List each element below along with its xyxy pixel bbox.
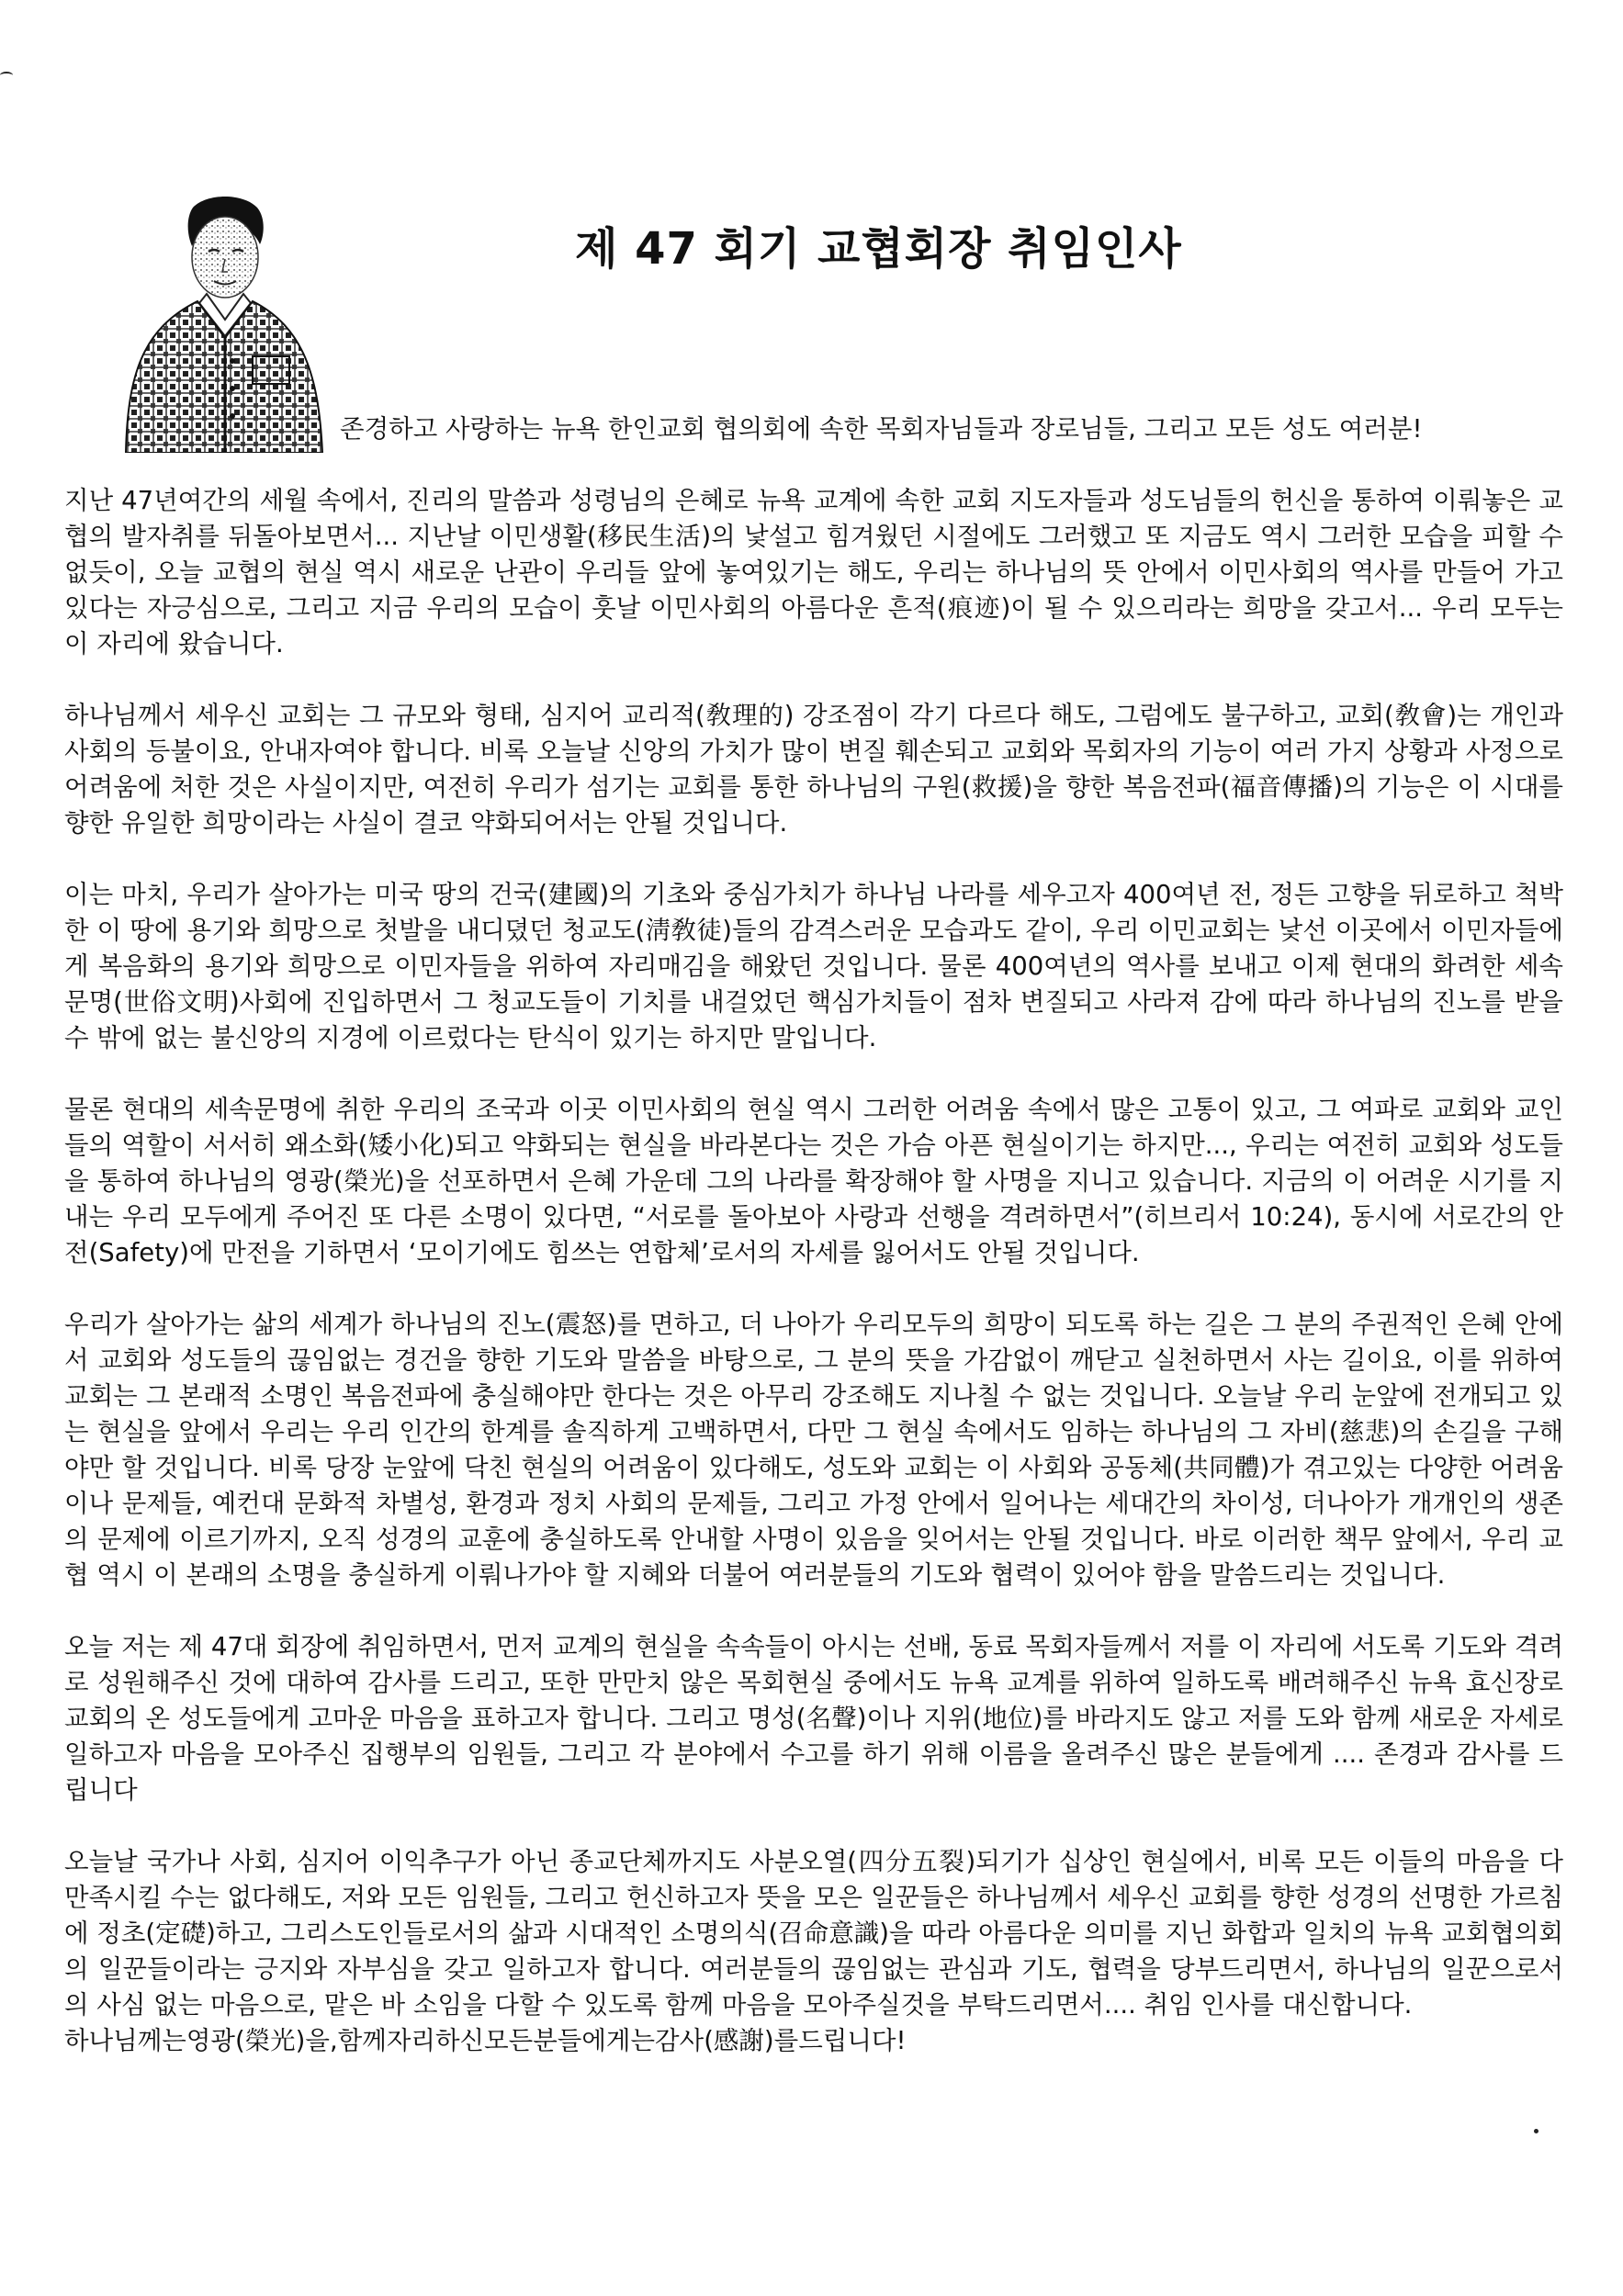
paragraph-7: 오늘날 국가나 사회, 심지어 이익추구가 아닌 종교단체까지도 사분오열(四分五裂)되기가 십상인 현실에서, 비록 모든 이들의 마음을 다 만족시킬 수는 없다해도, 저와 모든 임원들, 그리고 헌신하고자 뜻을 모은 일꾼들은 하나님께서 세우신 교회를 향한 성경의 선명한 가르침에 정초(定礎)하고, 그리스도인들로서의 삶과 시대적인 소명의식(召命意識)을 따라 아름다운 의미를 지닌 화합과 일치의 뉴욕 교회협의회의 일꾼들이라는 긍지와 자부심을 갖고 일하고자 합니다. 여러분들의 끊임없는 관심과 기도, 협력을 당부드리면서, 하나님의 일꾼으로서의 사심 없는 마음으로, 맡은 바 소임을 다할 수 있도록 함께 마음을 모아주실것을 부탁드리면서.... 취임 인사를 대신합니다. [64,1847,1563,2020]
letter-body [64,411,1563,2059]
paragraph-1: 지난 47년여간의 세월 속에서, 진리의 말씀과 성령님의 은혜로 뉴욕 교계에 속한 교회 지도자들과 성도님들의 헌신을 통하여 이뤄놓은 교협의 발자취를 뒤돌아보면서... 지난날 이민생활(移民生活)의 낯설고 힘겨웠던 시절에도 그러했고 또 지금도 역시 그러한 모습을 피할 수 없듯이, 오늘 교협의 현실 역시 새로운 난관이 우리들 앞에 놓여있기는 해도, 우리는 하나님의 뜻 안에서 이민사회의 역사를 만들어 가고 있다는 자긍심으로, 그리고 지금 우리의 모습이 훗날 이민사회의 아름다운 흔적(痕迹)이 될 수 있으리라는 희망을 갖고서... 우리 모두는 이 자리에 왔습니다. [64,486,1563,658]
greeting: 존경하고 사랑하는 뉴욕 한인교회 협의회에 속한 목회자님들과 장로님들, 그리고 모든 성도 여러분! [340,414,1423,444]
page-title: 제 47 회기 교협회장 취임인사 [575,223,1182,275]
paragraph-4: 물론 현대의 세속문명에 취한 우리의 조국과 이곳 이민사회의 현실 역시 그러한 어려움 속에서 많은 고통이 있고, 그 여파로 교회와 교인들의 역할이 서서히 왜소화(矮小化)되고 약화되는 현실을 바라본다는 것은 가슴 아픈 현실이기는 하지만..., 우리는 여전히 교회와 성도들을 통하여 하나님의 영광(榮光)을 선포하면서 은혜 가운데 그의 나라를 확장해야 할 사명을 지니고 있습니다. 지금의 이 어려운 시기를 지내는 우리 모두에게 주어진 또 다른 소명이 있다면, “서로를 돌아보아 사랑과 선행을 격려하면서”(히브리서 10:24), 동시에 서로간의 안전(Safety)에 만전을 기하면서 ‘모이기에도 힘쓰는 연합체’로서의 자세를 잃어서도 안될 것입니다. [64,1095,1563,1267]
paragraph-6: 오늘 저는 제 47대 회장에 취임하면서, 먼저 교계의 현실을 속속들이 아시는 선배, 동료 목회자들께서 저를 이 자리에 서도록 기도와 격려로 성원해주신 것에 대하여 감사를 드리고, 또한 만만치 않은 목회현실 중에서도 뉴욕 교계를 위하여 일하도록 배려해주신 뉴욕 효신장로교회의 온 성도들에게 고마운 마음을 표하고자 합니다. 그리고 명성(名聲)이나 지위(地位)를 바라지도 않고 저를 도와 함께 새로운 자세로 일하고자 마음을 모아주신 집행부의 임원들, 그리고 각 분야에서 수고를 하기 위해 이름을 올려주신 많은 분들에게 .... 존경과 감사를 드립니다 [64,1632,1563,1805]
paragraph-3: 이는 마치, 우리가 살아가는 미국 땅의 건국(建國)의 기초와 중심가치가 하나님 나라를 세우고자 400여년 전, 정든 고향을 뒤로하고 척박한 이 땅에 용기와 희망으로 첫발을 내디뎠던 청교도(淸敎徒)들의 감격스러운 모습과도 같이, 우리 이민교회는 낯선 이곳에서 이민자들에게 복음화의 용기와 희망으로 이민자들을 위하여 자리매김을 해왔던 것입니다. 물론 400여년의 역사를 보내고 이제 현대의 화려한 세속문명(世俗文明)사회에 진입하면서 그 청교도들이 기치를 내걸었던 핵심가치들이 점차 변질되고 사라져 감에 따라 하나님의 진노를 받을 수 밖에 없는 불신앙의 지경에 이르렀다는 탄식이 있기는 하지만 말입니다. [64,880,1563,1052]
scan-dot [1534,2129,1538,2133]
paragraph-2: 하나님께서 세우신 교회는 그 규모와 형태, 심지어 교리적(敎理的) 강조점이 각기 다르다 해도, 그럼에도 불구하고, 교회(敎會)는 개인과 사회의 등불이요, 안내자여야 합니다. 비록 오늘날 신앙의 가치가 많이 변질 훼손되고 교회와 목회자의 기능이 여러 가지 상황과 사정으로 어려움에 처한 것은 사실이지만, 여전히 우리가 섬기는 교회를 통한 하나님의 구원(救援)을 향한 복음전파(福音傳播)의 기능은 이 시대를 향한 유일한 희망이라는 사실이 결코 약화되어서는 안될 것입니다. [64,701,1563,838]
paragraph-5: 우리가 살아가는 삶의 세계가 하나님의 진노(震怒)를 면하고, 더 나아가 우리모두의 희망이 되도록 하는 길은 그 분의 주권적인 은혜 안에서 교회와 성도들의 끊임없는 경건을 향한 기도와 말씀을 바탕으로, 그 분의 뜻을 가감없이 깨닫고 실천하면서 사는 길이요, 이를 위하여 교회는 그 본래적 소명인 복음전파에 충실해야만 한다는 것은 아무리 강조해도 지나칠 수 없는 것입니다. 오늘날 우리 눈앞에 전개되고 있는 현실을 앞에서 우리는 우리 인간의 한계를 솔직하게 고백하면서, 다만 그 현실 속에서도 임하는 하나님의 그 자비(慈悲)의 손길을 구해야만 할 것입니다. 비록 당장 눈앞에 닥친 현실의 어려움이 있다해도, 성도와 교회는 이 사회와 공동체(共同體)가 겪고있는 다양한 어려움이나 문제들, 예컨대 문화적 차별성, 환경과 정치 사회의 문제들, 그리고 가정 안에서 일어나는 세대간의 차이성, 더나아가 개개인의 생존의 문제에 이르기까지, 오직 성경의 교훈에 충실하도록 안내할 사명이 있음을 잊어서는 안될 것입니다. 바로 이러한 책무 앞에서, 우리 교협 역시 이 본래의 소명을 충실하게 이뤄나가야 할 지혜와 더불어 여러분들의 기도와 협력이 있어야 함을 말씀드리는 것입니다. [64,1310,1563,1590]
closing-line: 하나님께는영광(榮光)을,함께자리하신모든분들에게는감사(感謝)를드립니다! [64,2026,907,2055]
scan-mark [0,72,13,79]
